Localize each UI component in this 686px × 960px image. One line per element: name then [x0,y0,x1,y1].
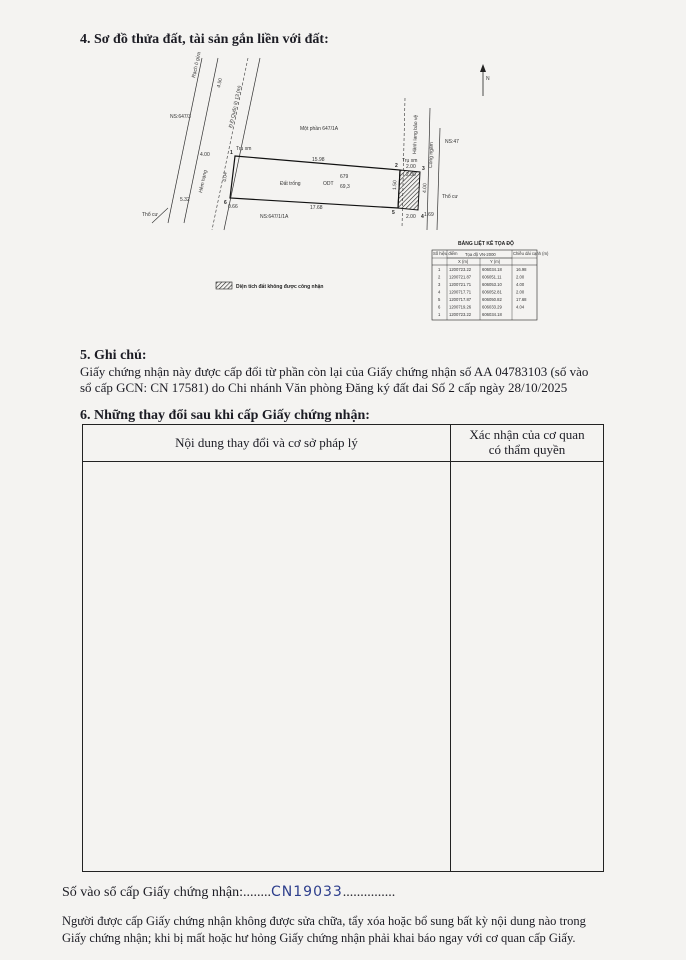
registration-label: Số vào sổ cấp Giấy chứng nhận: [62,885,243,900]
point-5: 5 [392,210,395,216]
coord-cell: 606050.82 [482,297,502,302]
label-right-parcel: NS:47 [445,139,459,145]
dim-small-2: 0.66 [228,204,238,210]
header-divider [83,461,603,462]
column-header-content: Nội dung thay đổi và cơ sở pháp lý [175,435,358,450]
column-header-confirmation [451,427,603,457]
label-pole: Trụ xm [236,146,252,152]
label-lower-parcel: NS:647/1/1A [260,214,289,220]
section-5-title: 5. Ghi chú: [80,348,147,363]
coord-cell: 606051.11 [482,274,502,280]
north-arrow-icon [480,64,490,96]
coord-cell: 16.98 [516,267,527,272]
section-6-title: 6. Những thay đổi sau khi cấp Giấy chứng nhận: [80,408,370,423]
coord-cell: 6 [438,304,441,310]
point-1: 1 [230,150,233,156]
label-alley: Hẻm hạng [198,169,209,194]
section-4-title: 4. Sơ đồ thửa đất, tài sản gắn liền với đất: [80,32,329,47]
label-road-top: Rạch ô gừa [191,51,203,79]
coord-cell: 2 [438,274,441,280]
legend-label: Diện tích đất không được công nhận [236,284,324,290]
coord-header-coords: Tọa độ VN-2000 [465,252,496,257]
point-3: 3 [422,166,425,172]
coord-cell: 4.04 [516,304,525,310]
dim-seg-1: 2.00 [406,164,416,170]
note-line-1: Giấy chứng nhận này được cấp đổi từ phần còn lại của Giấy chứng nhận số AA 04783103 (số vào [80,364,589,379]
changes-table [82,424,604,872]
parcel-diagram [140,51,549,328]
coord-cell: 606033.29 [482,304,502,310]
coord-cell: 1200717.71 [449,289,472,295]
coord-cell: 4 [438,289,441,295]
label-protect: Hành lang bảo vệ [412,114,420,155]
label-upper-parcel: Một phần 647/1A [300,126,339,132]
coord-cell: 5 [438,297,441,302]
label-drain: Cống ngầm [428,142,435,169]
registration-dots-before: ........ [243,885,271,900]
dim-seg-4: 1.69 [424,212,434,218]
coord-header-point: Số hiệu điểm [433,251,458,256]
coord-cell: 2.00 [516,274,525,280]
coord-subheader-y: Y (m) [490,259,501,264]
legend [216,282,323,290]
coord-cell: 1 [438,267,441,272]
coord-header-length: Chiều dài cạnh (m) [513,251,549,256]
north-label: N [486,76,490,82]
label-pole-2: Trụ xm [402,158,418,164]
coord-cell: 1200719.26 [449,304,472,310]
dim-seg-3: 1.50 [392,180,399,191]
column-header-confirmation-line-2: có thẩm quyền [488,442,566,457]
footer-warning-line-2: Giấy chứng nhận; khi bị mất hoặc hư hỏng Giấy chứng nhận phải khai báo ngay với cơ quan cấp Giấy. [62,931,576,945]
dim-side-left: 4.00 [200,152,210,158]
dim-len-top: 15.98 [312,157,325,163]
dim-small-1: 5.32 [180,197,190,203]
registration-line [62,884,395,901]
dim-width-top: 4.50 [216,77,224,89]
coord-cell: 17.68 [516,297,527,302]
coord-cell: 1200721.87 [449,274,472,280]
dim-side-left-2: 4.04 [222,171,229,183]
note-line-2: sổ cấp GCN: CN 17581) do Chi nhánh Văn phòng Đăng ký đất đai Số 2 cấp ngày 28/10/2025 [80,380,568,395]
coord-cell: 1200721.71 [449,282,472,287]
dim-seg-2: 2.00 [406,172,416,178]
coord-cell: 4.00 [516,282,525,287]
coord-table-title: BẢNG LIỆT KÊ TỌA ĐỘ [458,241,514,247]
coord-cell: 606034.18 [482,267,502,272]
coord-cell: 606034.18 [482,312,502,317]
label-parcel-no: 679 [340,174,349,180]
coord-subheader-x: X (m) [458,259,469,264]
dim-len-bottom: 17.68 [310,205,323,211]
coord-cell: 1 [438,312,441,317]
point-4: 4 [421,214,424,220]
coord-cell: 1200723.22 [449,312,472,317]
coord-cell: 606053.10 [482,282,502,287]
label-area: 69,3 [340,184,350,190]
footer-warning-line-1: Người được cấp Giấy chứng nhận không được sửa chữa, tẩy xóa hoặc bổ sung bất kỳ nội dung nào trong [62,914,586,928]
label-land-type: Đất trống [280,181,301,187]
point-2: 2 [395,163,398,169]
dim-seg-5: 2.00 [406,214,416,220]
dim-side-right: 4.00 [422,183,429,194]
registration-number: CN19033 [271,884,343,900]
coord-cell: 3 [438,282,441,287]
coord-cell: 1200717.87 [449,297,472,302]
point-6: 6 [224,200,227,206]
coord-cell: 606052.81 [482,289,502,295]
label-lot-bottom-left: Thổ cư [142,212,158,218]
registration-dots-after: ............... [342,885,396,900]
label-road-name: Đ.Đ Quốc lộ 13 (m) [228,85,243,129]
coord-cell: 2.00 [516,289,525,295]
label-parcel-left: NS:647/3 [170,114,191,120]
column-divider [450,425,451,871]
coord-cell: 1200723.22 [449,267,472,272]
label-land-code: ODT [323,181,334,187]
column-header-confirmation-line-1: Xác nhận của cơ quan [469,427,585,442]
coordinate-table [432,239,549,320]
label-lot-bottom-right: Thổ cư [442,194,458,200]
